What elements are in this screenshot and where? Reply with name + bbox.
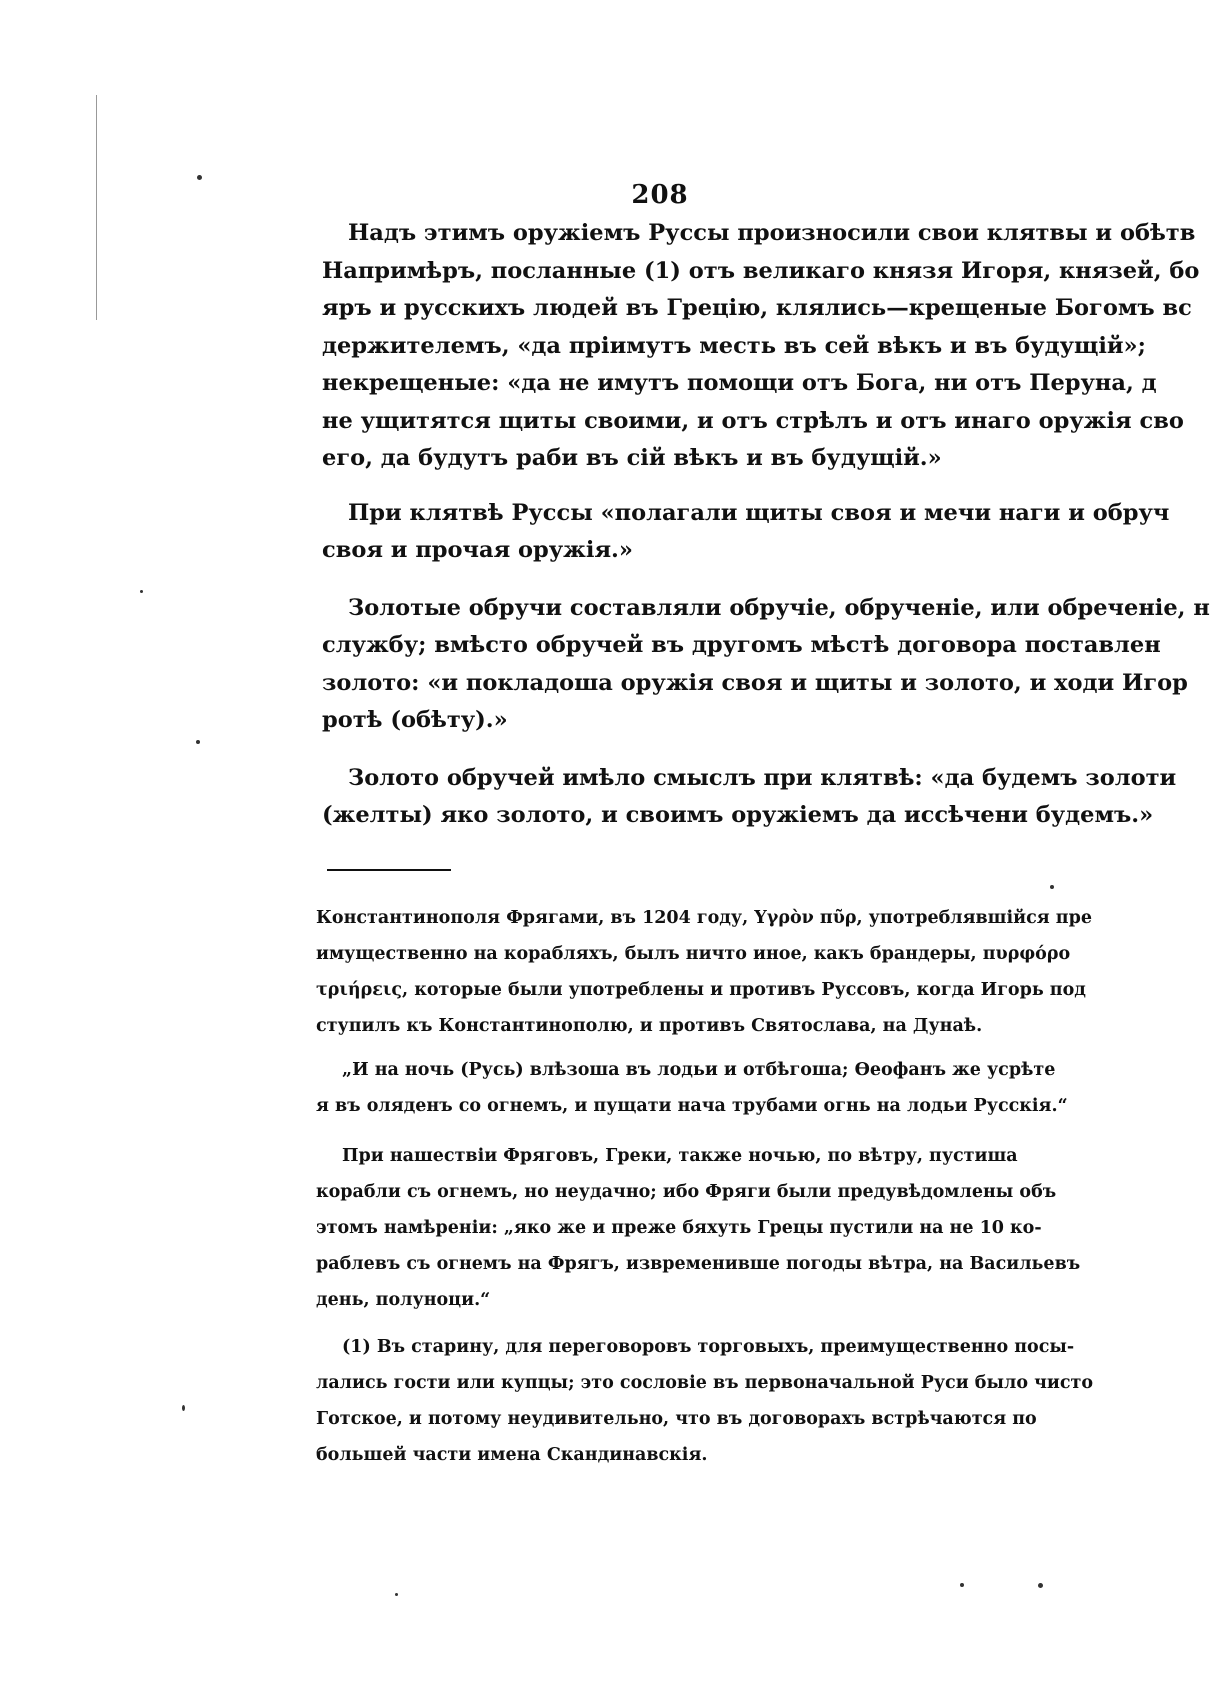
- scan-speck: [196, 740, 200, 744]
- footnote-line: этомъ намѣреніи: „яко же и преже бяхуть Грецы пустили на не 10 ко-: [316, 1218, 1042, 1238]
- text-line: службу; вмѣсто обручей въ другомъ мѣстѣ договора поставлен: [322, 632, 1161, 658]
- text-line: Надъ этимъ оружіемъ Руссы произносили свои клятвы и обѣтв: [348, 220, 1196, 246]
- footnote-franks-invasion: [316, 1138, 1106, 1318]
- text-line: яръ и русскихъ людей въ Грецію, клялись—крещеные Богомъ вс: [322, 295, 1192, 321]
- scan-speck: [140, 590, 143, 593]
- footnote-line: раблевъ съ огнемъ на Фрягъ, извременивше погоды вѣтра, на Васильевъ: [316, 1254, 1081, 1274]
- text-line: некрещеные: «да не имутъ помощи отъ Бога, ни отъ Перуна, д: [322, 370, 1157, 396]
- scan-speck: [1038, 1583, 1043, 1588]
- footnote-separator: [327, 869, 451, 871]
- page-number: 208: [631, 180, 689, 210]
- scan-speck: [1050, 885, 1054, 889]
- scan-speck: [960, 1583, 964, 1587]
- margin-scan-artifact: [96, 95, 97, 320]
- text-line: При клятвѣ Руссы «полагали щиты своя и мечи наги и обруч: [348, 499, 1170, 526]
- footnote-line: имущественно на корабляхъ, былъ ничто иное, какъ брандеры, πυρφόρο: [316, 944, 1071, 964]
- paragraph-golden-hoops: [322, 590, 1210, 740]
- footnote-greek-fire: [316, 900, 1106, 1044]
- footnote-night-attack: [316, 1052, 1106, 1124]
- paragraph-oaths: [322, 215, 1200, 478]
- text-line: его, да будутъ раби въ сій вѣкъ и въ будущій.»: [322, 445, 942, 471]
- text-line: Напримѣръ, посланные (1) отъ великаго князя Игоря, князей, бо: [322, 257, 1200, 284]
- footnote-line: большей части имена Скандинавскія.: [316, 1445, 708, 1465]
- footnote-line: корабли съ огнемъ, но неудачно; ибо Фряги были предувѣдомлены объ: [316, 1182, 1057, 1202]
- scan-speck: [182, 1405, 185, 1411]
- paragraph-shields: [322, 495, 1170, 570]
- footnote-line: я въ оляденъ со огнемъ, и пущати нача трубами огнь на лодьи Русскія.“: [316, 1096, 1068, 1116]
- paragraph-gold-meaning: [322, 760, 1177, 835]
- text-line: золото: «и покладоша оружія своя и щиты и золото, и ходи Игор: [322, 669, 1188, 696]
- footnote-line: лались гости или купцы; это сословіе въ первоначальной Руси было чисто: [316, 1373, 1094, 1393]
- footnote-line: „И на ночь (Русь) влѣзоша въ лодьи и отбѣгоша; Ѳеофанъ же усрѣте: [342, 1060, 1056, 1080]
- main-text: [322, 215, 1210, 835]
- text-line: не ущитятся щиты своими, и отъ стрѣлъ и отъ инаго оружія сво: [322, 407, 1184, 434]
- text-line: держителемъ, «да пріимутъ месть въ сей вѣкъ и въ будущій»;: [322, 332, 1146, 359]
- footnote-line: τριήρεις, которые были употреблены и противъ Руссовъ, когда Игорь под: [316, 980, 1086, 1000]
- footnote-merchants: [316, 1329, 1106, 1473]
- footnote-line: Константинополя Фрягами, въ 1204 году, Υγρὸν πῦρ, употреблявшійся пре: [316, 908, 1092, 928]
- scan-speck: [197, 175, 202, 180]
- footnote-line: ступилъ къ Константинополю, и противъ Святослава, на Дунаѣ.: [316, 1016, 983, 1036]
- text-line: (желты) яко золото, и своимъ оружіемъ да иссѣчени будемъ.»: [322, 802, 1154, 828]
- footnote-line: При нашествіи Фряговъ, Греки, также ночью, по вѣтру, пустиша: [342, 1146, 1018, 1166]
- footnotes: [316, 900, 1106, 1473]
- text-line: Золото обручей имѣло смыслъ при клятвѣ: «да будемъ золоти: [348, 764, 1177, 791]
- scan-speck: [395, 1593, 398, 1596]
- text-line: своя и прочая оружія.»: [322, 537, 633, 563]
- text-line: ротѣ (обѣту).»: [322, 707, 508, 733]
- footnote-line: день, полуноци.“: [316, 1290, 491, 1310]
- text-line: Золотые обручи составляли обручіе, обрученіе, или обреченіе, н: [348, 594, 1210, 621]
- footnote-line: Готское, и потому неудивительно, что въ договорахъ встрѣчаются по: [316, 1409, 1037, 1429]
- footnote-line: (1) Въ старину, для переговоровъ торговыхъ, преимущественно посы-: [342, 1337, 1075, 1357]
